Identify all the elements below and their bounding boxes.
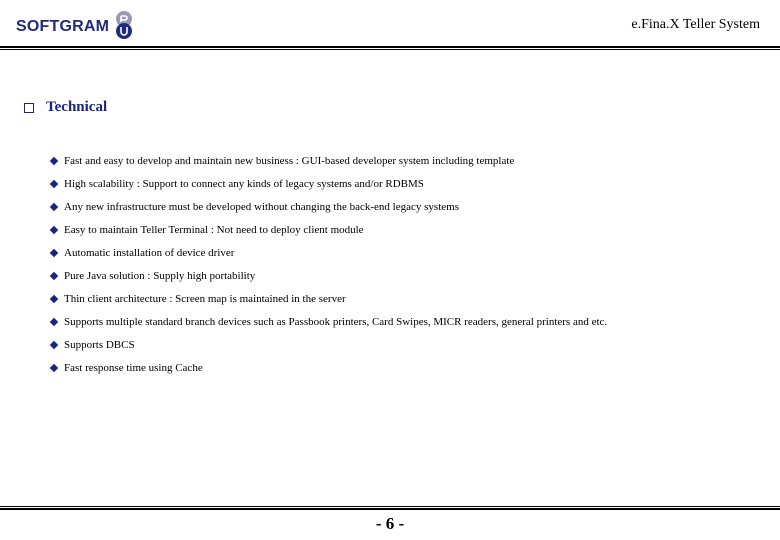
section-heading (24, 99, 107, 116)
list-item (49, 264, 607, 287)
list-item-text: High scalability : Support to connect any kinds of legacy systems and/or RDBMS (64, 177, 424, 190)
list-item (49, 356, 607, 379)
list-item (49, 195, 607, 218)
list-item-text: Any new infrastructure must be developed without changing the back-end legacy systems (64, 200, 459, 213)
diamond-bullet-icon (50, 156, 58, 164)
header (0, 0, 780, 48)
diamond-bullet-icon (50, 340, 58, 348)
document-title: e.Fina.X Teller System (631, 17, 760, 32)
diamond-bullet-icon (50, 225, 58, 233)
list-item (49, 333, 607, 356)
list-item-text: Thin client architecture : Screen map is maintained in the server (64, 292, 346, 305)
list-item-text: Supports DBCS (64, 338, 135, 351)
logo-mark-icon (112, 10, 136, 40)
list-item-text: Automatic installation of device driver (64, 246, 235, 259)
softgram-logo (16, 12, 136, 42)
diamond-bullet-icon (50, 179, 58, 187)
page-number: - 6 - (375, 514, 405, 533)
list-item (49, 172, 607, 195)
list-item-text: Fast response time using Cache (64, 361, 203, 374)
list-item-text: Fast and easy to develop and maintain new business : GUI-based developer system including template (64, 154, 515, 167)
checkbox-bullet-icon (24, 103, 34, 113)
list-item (49, 149, 607, 172)
footer-divider (0, 506, 780, 510)
list-item-text: Easy to maintain Teller Terminal : Not need to deploy client module (64, 223, 364, 236)
list-item (49, 241, 607, 264)
diamond-bullet-icon (50, 202, 58, 210)
list-item (49, 287, 607, 310)
diamond-bullet-icon (50, 248, 58, 256)
diamond-bullet-icon (50, 294, 58, 302)
section-title: Technical (46, 99, 108, 115)
header-divider (0, 46, 780, 50)
list-item-text: Supports multiple standard branch devices such as Passbook printers, Card Swipes, MICR readers, general printers and etc. (64, 315, 608, 328)
logo-text: SOFTGRAM (16, 18, 110, 35)
diamond-bullet-icon (50, 271, 58, 279)
feature-list (49, 149, 607, 379)
list-item-text: Pure Java solution : Supply high portability (64, 269, 256, 282)
diamond-bullet-icon (50, 317, 58, 325)
diamond-bullet-icon (50, 363, 58, 371)
list-item (49, 310, 607, 333)
list-item (49, 218, 607, 241)
